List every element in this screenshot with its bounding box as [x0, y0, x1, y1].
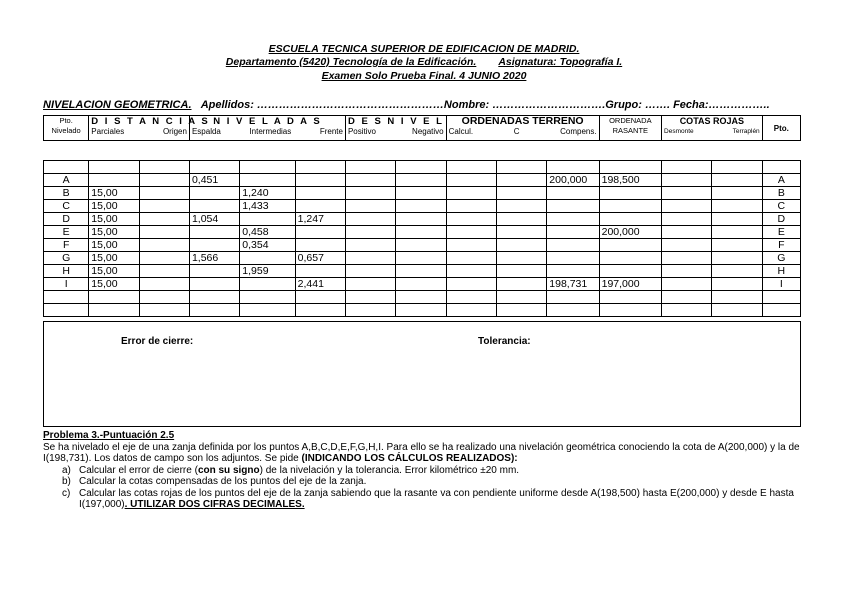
positivo-cell	[345, 187, 395, 200]
problem-items	[43, 465, 813, 511]
point-right-cell: H	[762, 265, 800, 278]
desmonte-cell	[662, 252, 712, 265]
ordenada-rasante-header: ORDENADA RASANTE	[599, 116, 661, 141]
point-right-cell: B	[762, 187, 800, 200]
calcul-cell	[446, 252, 496, 265]
espalda-cell: 1,054	[189, 213, 239, 226]
positivo-cell	[345, 239, 395, 252]
table-row	[44, 291, 801, 304]
error-label: Error de cierre:	[121, 336, 194, 347]
point-cell: C	[44, 200, 89, 213]
espalda-cell: 0,451	[189, 174, 239, 187]
espalda-cell	[189, 239, 239, 252]
table-row	[44, 304, 801, 317]
rasante-cell: 200,000	[599, 226, 661, 239]
table-row	[44, 239, 801, 252]
correction-cell	[496, 239, 546, 252]
negativo-cell	[396, 174, 446, 187]
negativo-cell	[396, 187, 446, 200]
rasante-cell	[599, 265, 661, 278]
form-title: NIVELACION GEOMETRICA.	[43, 99, 192, 111]
point-right-cell	[762, 304, 800, 317]
empty-cell	[396, 161, 446, 174]
empty-cell	[44, 161, 89, 174]
correction-cell	[496, 291, 546, 304]
rasante-cell	[599, 239, 661, 252]
correction-cell	[496, 213, 546, 226]
exam-line: Examen Solo Prueba Final. 4 JUNIO 2020	[321, 70, 527, 82]
desmonte-cell	[662, 174, 712, 187]
distancias-header: D I S T A N C I A S Parciales Origen	[89, 116, 190, 141]
student-fields: Apellidos: ……………………………………………Nombre: ………………………….Grupo: ……. Fecha:……………..	[200, 99, 770, 111]
negativo-cell	[396, 213, 446, 226]
calcul-cell	[446, 239, 496, 252]
table-row	[44, 174, 801, 187]
calcul-cell	[446, 174, 496, 187]
department-line	[0, 56, 848, 68]
point-right-cell: D	[762, 213, 800, 226]
table-row	[44, 200, 801, 213]
desnivel-header: D E S N I V E L Positivo Negativo	[345, 116, 446, 141]
point-cell: I	[44, 278, 89, 291]
calcul-cell	[446, 304, 496, 317]
parcial-cell	[89, 304, 139, 317]
calcul-cell	[446, 226, 496, 239]
empty-cell	[496, 161, 546, 174]
parcial-cell: 15,00	[89, 265, 139, 278]
desmonte-cell	[662, 187, 712, 200]
espalda-cell	[189, 265, 239, 278]
desmonte-cell	[662, 278, 712, 291]
intermedia-cell: 1,240	[240, 187, 295, 200]
frente-cell	[295, 174, 345, 187]
negativo-cell	[396, 291, 446, 304]
compens-cell	[547, 187, 599, 200]
origen-cell	[139, 213, 189, 226]
point-cell: B	[44, 187, 89, 200]
espalda-cell	[189, 187, 239, 200]
correction-cell	[496, 252, 546, 265]
point-right-cell: I	[762, 278, 800, 291]
frente-cell: 1,247	[295, 213, 345, 226]
department: Departamento (5420) Tecnología de la Edificación.	[225, 56, 477, 68]
frente-cell	[295, 304, 345, 317]
rasante-cell	[599, 200, 661, 213]
origen-cell	[139, 226, 189, 239]
compens-cell	[547, 252, 599, 265]
desmonte-cell	[662, 239, 712, 252]
point-cell: H	[44, 265, 89, 278]
terraplen-cell	[712, 239, 762, 252]
positivo-cell	[345, 200, 395, 213]
negativo-cell	[396, 304, 446, 317]
origen-cell	[139, 187, 189, 200]
point-right-cell: F	[762, 239, 800, 252]
compens-cell: 198,731	[547, 278, 599, 291]
positivo-cell	[345, 226, 395, 239]
calcul-cell	[446, 265, 496, 278]
desmonte-cell	[662, 291, 712, 304]
terraplen-cell	[712, 200, 762, 213]
origen-cell	[139, 239, 189, 252]
origen-cell	[139, 265, 189, 278]
terraplen-cell	[712, 291, 762, 304]
point-right-cell: A	[762, 174, 800, 187]
niveladas-header: N I V E L A D A S Espalda Intermedias Frente	[189, 116, 345, 141]
point-right-cell	[762, 291, 800, 304]
espalda-cell	[189, 304, 239, 317]
pto-header: Pto. Nivelado	[44, 116, 89, 141]
positivo-cell	[345, 304, 395, 317]
intermedia-cell	[240, 213, 295, 226]
parcial-cell	[89, 174, 139, 187]
frente-cell	[295, 265, 345, 278]
parcial-cell: 15,00	[89, 187, 139, 200]
desmonte-cell	[662, 213, 712, 226]
origen-cell	[139, 278, 189, 291]
school-title: ESCUELA TECNICA SUPERIOR DE EDIFICACION DE MADRID.	[268, 43, 580, 55]
intermedia-cell	[240, 304, 295, 317]
student-info-line	[43, 99, 803, 111]
correction-cell	[496, 187, 546, 200]
negativo-cell	[396, 252, 446, 265]
table-row	[44, 252, 801, 265]
parcial-cell: 15,00	[89, 252, 139, 265]
point-cell: A	[44, 174, 89, 187]
intermedia-cell: 0,354	[240, 239, 295, 252]
table-row	[44, 187, 801, 200]
empty-cell	[762, 161, 800, 174]
origen-cell	[139, 291, 189, 304]
intermedia-cell	[240, 252, 295, 265]
correction-cell	[496, 200, 546, 213]
positivo-cell	[345, 291, 395, 304]
positivo-cell	[345, 213, 395, 226]
terraplen-cell	[712, 187, 762, 200]
point-right-cell: C	[762, 200, 800, 213]
table-row	[44, 278, 801, 291]
table-row	[44, 265, 801, 278]
rasante-cell	[599, 213, 661, 226]
espalda-cell	[189, 291, 239, 304]
calcul-cell	[446, 200, 496, 213]
terraplen-cell	[712, 278, 762, 291]
spacer-row	[44, 161, 801, 174]
problem-item: c) Calcular las cotas rojas de los puntos del eje de la zanja sabiendo que la rasante va con pendiente uniforme desde A(198,500) hasta E(200,000) y desde E hasta I(197,000). UTILIZAR DOS CIFRAS DECIMALES.	[62, 487, 794, 510]
problem-statement	[43, 430, 813, 511]
rasante-cell	[599, 304, 661, 317]
table-row	[44, 226, 801, 239]
positivo-cell	[345, 265, 395, 278]
column-header-table	[43, 115, 801, 141]
parcial-cell: 15,00	[89, 200, 139, 213]
terraplen-cell	[712, 304, 762, 317]
espalda-cell: 1,566	[189, 252, 239, 265]
subject: Asignatura: Topografía I.	[498, 56, 623, 68]
empty-cell	[662, 161, 712, 174]
rasante-cell: 197,000	[599, 278, 661, 291]
origen-cell	[139, 252, 189, 265]
compens-cell	[547, 200, 599, 213]
calcul-cell	[446, 213, 496, 226]
leveling-data-table	[43, 160, 801, 317]
empty-cell	[295, 161, 345, 174]
espalda-cell	[189, 200, 239, 213]
origen-cell	[139, 304, 189, 317]
frente-cell	[295, 226, 345, 239]
point-cell	[44, 291, 89, 304]
positivo-cell	[345, 174, 395, 187]
parcial-cell: 15,00	[89, 213, 139, 226]
empty-cell	[547, 161, 599, 174]
intermedia-cell	[240, 291, 295, 304]
espalda-cell	[189, 278, 239, 291]
intermedia-cell: 1,433	[240, 200, 295, 213]
empty-cell	[189, 161, 239, 174]
correction-cell	[496, 278, 546, 291]
calcul-cell	[446, 187, 496, 200]
intermedia-cell	[240, 174, 295, 187]
terraplen-cell	[712, 213, 762, 226]
cotas-rojas-header: COTAS ROJAS Desmonte Terraplén	[662, 116, 763, 141]
frente-cell: 2,441	[295, 278, 345, 291]
desmonte-cell	[662, 304, 712, 317]
correction-cell	[496, 226, 546, 239]
empty-cell	[712, 161, 762, 174]
negativo-cell	[396, 200, 446, 213]
empty-cell	[139, 161, 189, 174]
compens-cell	[547, 226, 599, 239]
positivo-cell	[345, 278, 395, 291]
terraplen-cell	[712, 252, 762, 265]
frente-cell	[295, 200, 345, 213]
frente-cell	[295, 187, 345, 200]
frente-cell: 0,657	[295, 252, 345, 265]
negativo-cell	[396, 265, 446, 278]
terraplen-cell	[712, 226, 762, 239]
intermedia-cell: 1,959	[240, 265, 295, 278]
frente-cell	[295, 239, 345, 252]
intermedia-cell: 0,458	[240, 226, 295, 239]
compens-cell	[547, 265, 599, 278]
desmonte-cell	[662, 226, 712, 239]
espalda-cell	[189, 226, 239, 239]
point-right-cell: G	[762, 252, 800, 265]
item-marker: c)	[62, 487, 71, 499]
frente-cell	[295, 291, 345, 304]
pto-right-header: Pto.	[762, 116, 800, 141]
problem-item: a) Calcular el error de cierre (con su signo) de la nivelación y la tolerancia. Error kilométrico ±20 mm.	[62, 464, 520, 476]
problem-title: Problema 3.-Puntuación 2.5	[43, 430, 175, 441]
empty-cell	[599, 161, 661, 174]
compens-cell	[547, 291, 599, 304]
calcul-cell	[446, 278, 496, 291]
rasante-cell	[599, 291, 661, 304]
empty-cell	[446, 161, 496, 174]
item-marker: b)	[62, 476, 71, 487]
item-marker: a)	[62, 464, 71, 476]
empty-cell	[240, 161, 295, 174]
compens-cell: 200,000	[547, 174, 599, 187]
terraplen-cell	[712, 265, 762, 278]
compens-cell	[547, 213, 599, 226]
point-right-cell: E	[762, 226, 800, 239]
compens-cell	[547, 239, 599, 252]
origen-cell	[139, 200, 189, 213]
intermedia-cell	[240, 278, 295, 291]
point-cell: F	[44, 239, 89, 252]
parcial-cell: 15,00	[89, 278, 139, 291]
problem-item: b) Calcular la cotas compensadas de los puntos del eje de la zanja.	[62, 476, 367, 487]
empty-cell	[89, 161, 139, 174]
correction-cell	[496, 304, 546, 317]
compens-cell	[547, 304, 599, 317]
parcial-cell: 15,00	[89, 239, 139, 252]
point-cell	[44, 304, 89, 317]
ordenadas-header: ORDENADAS TERRENO Calcul. C Compens.	[446, 116, 599, 141]
desmonte-cell	[662, 265, 712, 278]
correction-cell	[496, 174, 546, 187]
desmonte-cell	[662, 200, 712, 213]
negativo-cell	[396, 226, 446, 239]
parcial-cell	[89, 291, 139, 304]
correction-cell	[496, 265, 546, 278]
rasante-cell	[599, 187, 661, 200]
parcial-cell: 15,00	[89, 226, 139, 239]
negativo-cell	[396, 278, 446, 291]
point-cell: E	[44, 226, 89, 239]
rasante-cell: 198,500	[599, 174, 661, 187]
empty-cell	[345, 161, 395, 174]
point-cell: G	[44, 252, 89, 265]
terraplen-cell	[712, 174, 762, 187]
table-row	[44, 213, 801, 226]
calcul-cell	[446, 291, 496, 304]
negativo-cell	[396, 239, 446, 252]
positivo-cell	[345, 252, 395, 265]
point-cell: D	[44, 213, 89, 226]
origen-cell	[139, 174, 189, 187]
problem-intro: Se ha nivelado el eje de una zanja definida por los puntos A,B,C,D,E,F,G,H,I. Para ello se ha realizado una nivelación geométrica conociendo la cota de A(200,000) y la de I(198,731). Los datos de campo son los adjuntos. Se pide (INDICANDO LOS CÁLCULOS REALIZADOS):	[43, 441, 800, 464]
tolerance-label: Tolerancia:	[478, 336, 531, 347]
rasante-cell	[599, 252, 661, 265]
